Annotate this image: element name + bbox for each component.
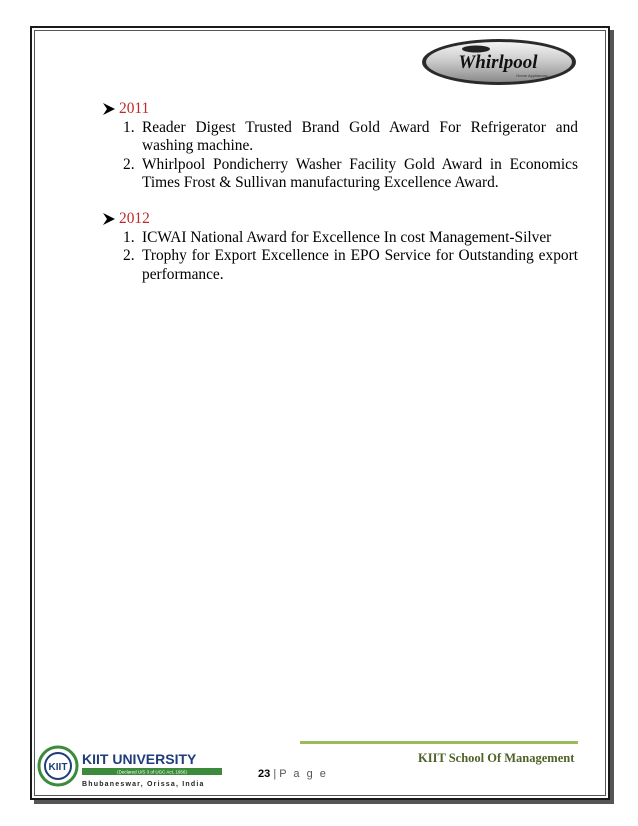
award-list-2012: [102, 229, 578, 285]
item-number: 1.: [123, 228, 135, 246]
kiit-name: KIIT UNIVERSITY: [82, 751, 197, 767]
year-heading-2011: [102, 100, 578, 119]
award-list-2011: [102, 119, 578, 193]
page-shadow-bottom: [34, 800, 614, 804]
page-word: P a g e: [279, 768, 328, 780]
arrow-bullet-icon: [102, 212, 116, 226]
kiit-emblem-text: KIIT: [48, 762, 68, 773]
page-number: [258, 768, 328, 780]
school-name: KIIT School Of Management: [418, 751, 575, 765]
section-2012: [102, 210, 578, 284]
item-number: 2.: [123, 247, 135, 265]
item-number: 2.: [123, 155, 135, 173]
whirlpool-logo: [420, 37, 578, 87]
whirlpool-logo-tagline: Home Appliances: [516, 73, 548, 78]
page-number-value: 23: [258, 768, 271, 780]
kiit-location: Bhubaneswar, Orissa, India: [82, 781, 205, 788]
page-shadow-right: [610, 30, 614, 804]
kiit-subtitle: (Declared U/S 3 of UGC Act, 1956): [117, 769, 187, 775]
page-separator: |: [273, 768, 277, 780]
awards-content: [102, 100, 578, 284]
item-text: Reader Digest Trusted Brand Gold Award For Refrigerator and washing machine.: [142, 118, 578, 155]
list-item: [123, 247, 578, 284]
section-2011: [102, 100, 578, 193]
list-item: [123, 229, 578, 248]
list-item: [123, 119, 578, 156]
arrow-bullet-icon: [102, 102, 116, 116]
kiit-university-logo: [36, 740, 236, 794]
year-label: 2012: [119, 209, 150, 227]
year-label: 2011: [119, 100, 150, 117]
item-text: Whirlpool Pondicherry Washer Facility Gold Award in Economics Times Frost & Sullivan manufacturing Excellence Award.: [142, 155, 578, 192]
item-text: Trophy for Export Excellence in EPO Service for Outstanding export performance.: [142, 247, 578, 283]
item-text: ICWAI National Award for Excellence In cost Management-Silver: [142, 228, 552, 246]
whirlpool-logo-text: Whirlpool: [458, 52, 538, 73]
year-heading-2012: [102, 210, 578, 229]
list-item: [123, 156, 578, 193]
footer-rule: [300, 741, 578, 744]
item-number: 1.: [123, 118, 135, 136]
